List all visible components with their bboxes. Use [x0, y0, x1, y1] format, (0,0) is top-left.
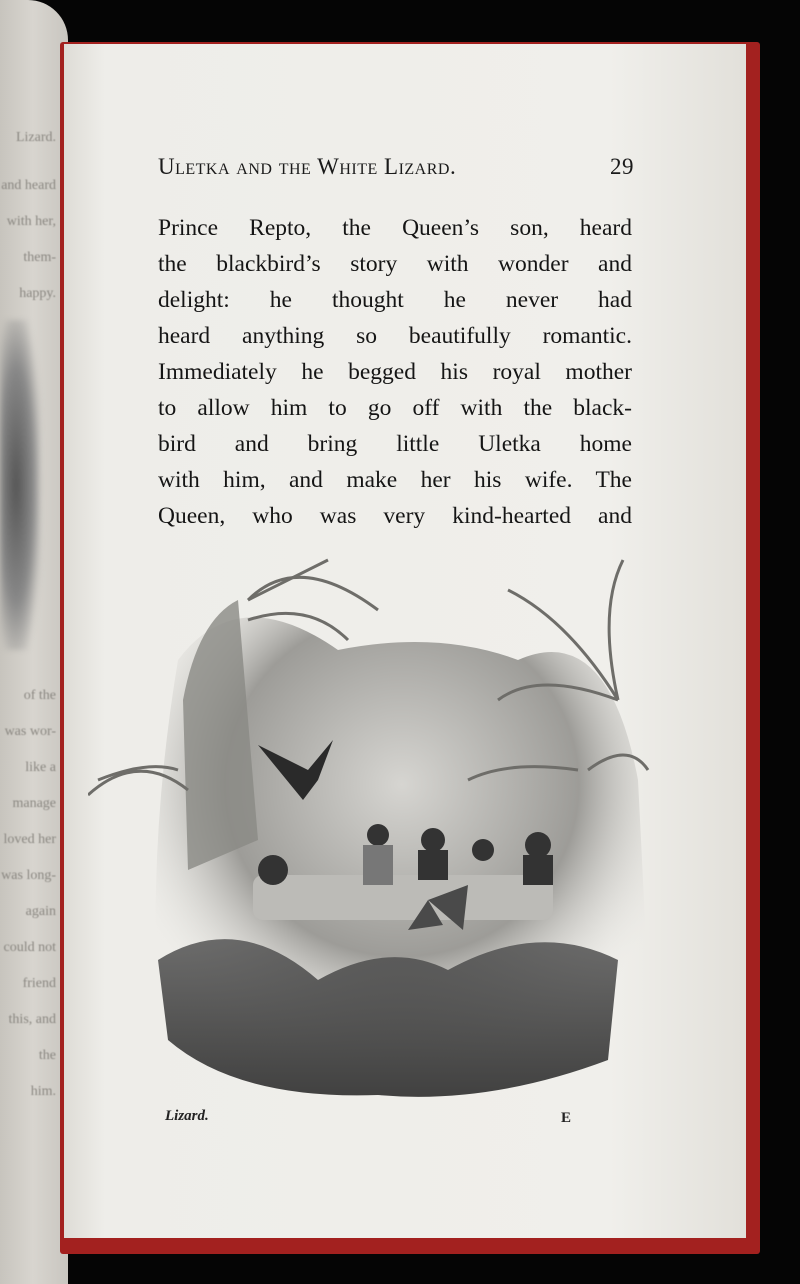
page-number: 29	[610, 154, 634, 179]
text-line: with him, and make her his wife. The	[158, 467, 632, 493]
text-line: delight: he thought he never had	[158, 287, 632, 313]
left-text-fragment: loved her	[3, 832, 56, 847]
running-head	[158, 154, 634, 180]
text-line: Queen, who was very kind-hearted and	[158, 503, 632, 529]
running-head-title: Uletka and the White Lizard.	[158, 154, 457, 179]
left-page-illustration	[0, 320, 40, 650]
text-line: heard anything so beautifully romantic.	[158, 323, 632, 349]
footer-signature-mark: E	[561, 1110, 572, 1126]
text-line: Prince Repto, the Queen’s son, heard	[158, 215, 632, 241]
text-line: the blackbird’s story with wonder and	[158, 251, 632, 277]
left-text-fragment: was wor-	[4, 724, 56, 739]
left-text-fragment: them-	[23, 250, 56, 265]
left-text-fragment: friend	[22, 976, 56, 991]
left-text-fragment: was long-	[1, 868, 56, 883]
feast-illustration	[88, 540, 653, 1105]
left-text-fragment: the	[38, 1048, 56, 1063]
left-text-fragment: and heard	[1, 178, 56, 193]
left-text-fragment: this, and	[8, 1012, 56, 1027]
left-text-fragment: like a	[25, 760, 56, 775]
text-line: to allow him to go off with the black-	[158, 395, 632, 421]
body-text	[158, 210, 632, 534]
left-text-fragment: him.	[30, 1084, 56, 1099]
left-text-fragment: with her,	[6, 214, 56, 229]
left-text-fragment: manage	[12, 796, 56, 811]
left-text-fragment: could not	[3, 940, 56, 955]
left-text-fragment: again	[25, 904, 56, 919]
text-line: Immediately he begged his royal mother	[158, 359, 632, 385]
text-line: bird and bring little Uletka home	[158, 431, 632, 457]
footer-signature-title: Lizard.	[165, 1108, 209, 1124]
left-text-fragment: of the	[23, 688, 56, 703]
feast-table	[253, 875, 553, 920]
facing-left-page	[0, 0, 68, 1284]
left-text-fragment: happy.	[19, 286, 56, 301]
foreground-plants	[158, 939, 618, 1097]
left-running-head: Lizard.	[15, 130, 56, 145]
